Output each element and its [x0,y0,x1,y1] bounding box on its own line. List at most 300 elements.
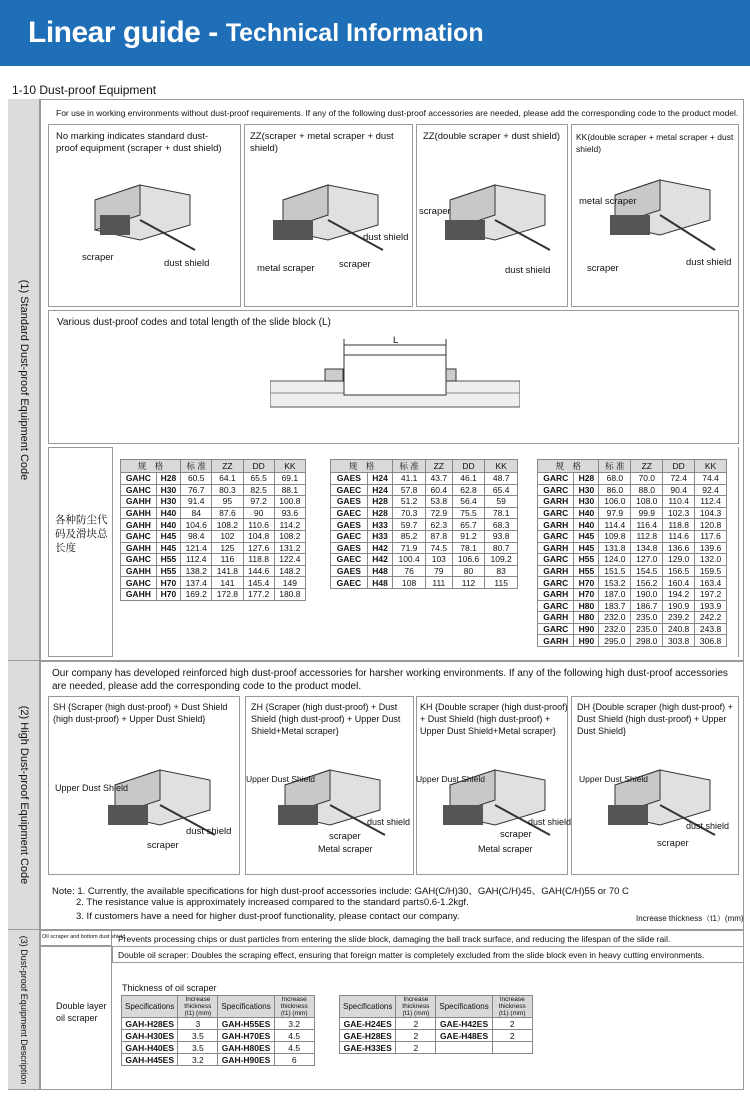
spec-table-gar [537,459,727,647]
table-header: Specifications [340,996,396,1018]
table-cell: 115 [485,577,518,589]
table-cell: H45 [574,542,599,554]
table-cell: 137.4 [181,577,212,589]
table-cell: GAH-H45ES [122,1054,178,1066]
table-cell: 138.2 [181,565,212,577]
table-row [538,542,727,554]
label-upper-dust-shield: Upper Dust Shield [416,774,485,784]
table-row [121,507,306,519]
table-header: DD [663,460,695,473]
table-cell: 60.5 [181,473,212,485]
table-cell: H40 [156,507,180,519]
table-cell: 172.8 [212,588,243,600]
table-cell: 93.6 [274,507,305,519]
label-metal-scraper: Metal scraper [318,844,373,854]
table-cell: GARH [538,588,574,600]
panel-caption-4: KK(double scraper + metal scraper + dust shield) [576,132,734,154]
table-cell: H48 [367,565,393,577]
table-cell: 102 [212,530,243,542]
table-cell: 240.8 [663,623,695,635]
table-cell: GARH [538,612,574,624]
table-cell: 190.0 [631,588,663,600]
table-cell: GAHC [121,554,157,566]
table-cell: 295.0 [599,635,631,647]
table-cell: H80 [574,612,599,624]
table-cell: 3.2 [178,1054,218,1066]
table-cell: 92.4 [695,484,727,496]
table-cell: 48.7 [485,473,518,485]
table-cell: GAE-H24ES [340,1018,396,1030]
table-header: Specifications [122,996,178,1018]
table-header: KK [695,460,727,473]
table-cell: 3 [178,1018,218,1030]
row1-text: Prevents processing chips or dust particles from entering the slide block, damaging the ball track surface, and reducing the lifespan of the slide rail. [118,934,671,944]
table-cell: 112.8 [631,530,663,542]
table-cell: 132.0 [695,554,727,566]
table-cell: GAH-H28ES [122,1018,178,1030]
table-cell: 104.8 [243,530,274,542]
table-cell: H70 [574,577,599,589]
table-cell: 106.0 [599,496,631,508]
table-cell: 235.0 [631,623,663,635]
table-cell: 43.7 [425,473,452,485]
table-cell: 91.2 [452,530,485,542]
table-header: DD [243,460,274,473]
table-row [538,554,727,566]
table-cell: 148.2 [274,565,305,577]
table-cell: 65.4 [485,484,518,496]
table-cell: 4.5 [274,1030,314,1042]
table-cell: 303.8 [663,635,695,647]
table-cell: 103 [425,554,452,566]
slide-block-illustration [600,170,720,255]
table-row [121,565,306,577]
page-subtitle: Technical Information [225,18,484,47]
table-cell: 153.2 [599,577,631,589]
table-cell: 65.5 [243,473,274,485]
table-cell: 117.6 [695,530,727,542]
table-cell: 232.0 [599,623,631,635]
panel-caption-2: ZZ(scraper + metal scraper + dust shield) [250,131,394,154]
table-cell: GAE-H33ES [340,1042,396,1054]
table-cell: 124.0 [599,554,631,566]
table-cell: 109.2 [485,554,518,566]
table-cell: 93.8 [485,530,518,542]
table-row [538,473,727,485]
table-cell: H70 [156,577,180,589]
table-cell: GARC [538,600,574,612]
spec-table-gah [120,459,306,601]
table-row [331,507,518,519]
table-cell: GAE-H42ES [436,1018,492,1030]
table-row [340,1018,533,1030]
label-dust-shield: dust shield [686,821,730,831]
table-cell: 106.6 [452,554,485,566]
table-cell: GAHC [121,577,157,589]
label-scraper: scraper [657,838,689,849]
label-dust-shield: dust shield [686,257,732,268]
label-upper-dust-shield: Upper Dust Shield [246,774,315,784]
table-cell: GAHC [121,473,157,485]
table-row [331,530,518,542]
table-cell: H28 [367,496,393,508]
table-cell: GARH [538,496,574,508]
table-cell: 197.2 [695,588,727,600]
table-cell: 3.2 [274,1018,314,1030]
table-cell: 131.2 [274,542,305,554]
table-cell: GAHH [121,519,157,531]
table-cell: 141.8 [212,565,243,577]
table-cell: GARH [538,542,574,554]
table-cell: 125 [212,542,243,554]
table-cell: H24 [367,484,393,496]
table-cell: GAE-H28ES [340,1030,396,1042]
table-cell: 193.9 [695,600,727,612]
table-cell: 154.5 [631,565,663,577]
table-cell: GAEC [331,577,368,589]
table-cell: 102.3 [663,507,695,519]
table-cell: 100.8 [274,496,305,508]
table-cell: H55 [574,554,599,566]
table-cell: H80 [574,600,599,612]
table-cell: 118.8 [243,554,274,566]
table-header: KK [274,460,305,473]
table-row [121,588,306,600]
table-cell: 70.3 [393,507,426,519]
table-cell: GAES [331,519,368,531]
table-cell: 122.4 [274,554,305,566]
table-cell: 74.4 [695,473,727,485]
table-cell: 120.8 [695,519,727,531]
page-title: Linear guide - [28,16,218,49]
side-label-s3: (3) Dust-proof Equipment Description [8,930,40,1090]
table-row [122,1042,315,1054]
spec-table-gae [330,459,518,589]
table-row [121,577,306,589]
table-cell: 112 [452,577,485,589]
table-cell: 87.8 [425,530,452,542]
table-row [538,519,727,531]
table-cell: GARH [538,565,574,577]
section-title: 1-10 Dust-proof Equipment [12,83,157,97]
table-cell: H30 [574,484,599,496]
table-cell: 112.4 [695,496,727,508]
table-cell: 160.4 [663,577,695,589]
label-metal-scraper: metal scraper [579,196,637,207]
table-cell: 163.4 [695,577,727,589]
table-cell: 187.0 [599,588,631,600]
table-cell: 139.6 [695,542,727,554]
table-cell: 2 [492,1018,532,1030]
label-scraper: scraper [587,263,619,274]
table-cell: H33 [367,530,393,542]
panel-caption-dh: DH {Double scraper (high dust-proof) + Dust Shield (high dust-proof) + Upper Dust Shield} [577,702,733,736]
table-cell: 149 [274,577,305,589]
note-3: 3. If customers have a need for higher dust-proof functionality, please contact our company. [76,911,460,922]
table-header: ZZ [631,460,663,473]
table-cell: 3.5 [178,1030,218,1042]
table-cell: 62.3 [425,519,452,531]
table-header: ZZ [212,460,243,473]
table-cell: H45 [574,530,599,542]
table-row [331,542,518,554]
length-caption: Various dust-proof codes and total length of the slide block (L) [57,317,331,328]
table-cell: 83 [485,565,518,577]
slide-block-illustration [80,175,200,255]
label-dust-shield: dust shield [528,817,572,827]
table-cell: H28 [156,473,180,485]
table-cell: GAH-H30ES [122,1030,178,1042]
table-cell [492,1042,532,1054]
table-cell: GAHC [121,530,157,542]
table-cell: 71.9 [393,542,426,554]
table-row [538,530,727,542]
label-scraper: scraper [82,252,114,263]
table-row [121,484,306,496]
table-header: 标 准 [393,460,426,473]
table-cell: H45 [156,542,180,554]
table-cell: 88.0 [631,484,663,496]
table-cell: 2 [492,1030,532,1042]
label-scraper: scraper [329,831,361,842]
table-cell: 151.5 [599,565,631,577]
table-cell: H90 [574,635,599,647]
table-cell: H55 [156,565,180,577]
table-cell: 144.6 [243,565,274,577]
table-cell: 111 [425,577,452,589]
table-cell: 86.0 [599,484,631,496]
note-2: 2. The resistance value is approximately increased compared to the standard parts0.6-1.2kgf. [76,897,469,908]
table-header: Increase thickness (t1) (mm) [178,996,218,1018]
table-cell: 235.0 [631,612,663,624]
table-cell: 134.8 [631,542,663,554]
table-cell: 194.2 [663,588,695,600]
table-cell: GAE-H48ES [436,1030,492,1042]
table-cell: H42 [367,554,393,566]
table-cell: 159.5 [695,565,727,577]
table-cell: H70 [156,588,180,600]
table-cell: 59.7 [393,519,426,531]
table-cell: H45 [156,530,180,542]
table-cell: 90.4 [663,484,695,496]
table-row [331,496,518,508]
table-cell: 112.4 [181,554,212,566]
table-row [331,519,518,531]
table-cell: H48 [367,577,393,589]
table-row [331,565,518,577]
table-cell: GAHH [121,496,157,508]
table-cell: 84 [181,507,212,519]
panel-caption-1: No marking indicates standard dust-proof equipment (scraper + dust shield) [56,131,222,154]
table-cell: 95 [212,496,243,508]
oil-scraper-table-gae [339,995,533,1054]
table-cell: GAH-H70ES [218,1030,274,1042]
table-header: Specifications [218,996,274,1018]
table-row [121,519,306,531]
table-cell: 75.5 [452,507,485,519]
table-row [538,623,727,635]
table-cell: GAES [331,565,368,577]
table-cell: 56.4 [452,496,485,508]
table-cell: GARC [538,484,574,496]
cn-label: 各种防尘代码及滑块总长度 [55,514,108,554]
table-cell: 90 [243,507,274,519]
oil-scraper-table-gah [121,995,315,1066]
table-cell: 116 [212,554,243,566]
table-cell: 114.2 [274,519,305,531]
table-header: Increase thickness (t1) (mm) [396,996,436,1018]
table-row [121,496,306,508]
table-cell: 104.3 [695,507,727,519]
table-cell: 121.4 [181,542,212,554]
table-cell: 91.4 [181,496,212,508]
table-cell: H70 [574,588,599,600]
table-row [340,1042,533,1054]
table-cell: H40 [574,507,599,519]
table-cell: 99.9 [631,507,663,519]
table-cell: GAHH [121,507,157,519]
table-header: Increase thickness (t1) (mm) [274,996,314,1018]
label-upper-dust-shield: Upper Dust Shield [55,783,129,793]
table-cell: H55 [574,565,599,577]
table-cell: 239.2 [663,612,695,624]
table-row [538,612,727,624]
table-row [121,530,306,542]
table-cell: 100.4 [393,554,426,566]
table-row [121,542,306,554]
table-cell: H42 [367,542,393,554]
table-row [122,1018,315,1030]
table-cell: 6 [274,1054,314,1066]
table-cell: 46.1 [452,473,485,485]
table-cell: 2 [396,1018,436,1030]
table-cell: 64.1 [212,473,243,485]
thickness-title: Thickness of oil scraper [122,983,217,993]
table-cell: 65.7 [452,519,485,531]
table-cell: GARH [538,519,574,531]
row3-label: Double layer oil scraper [56,1001,107,1023]
table-cell: 2 [396,1030,436,1042]
table-cell: 98.4 [181,530,212,542]
table-cell: 108.2 [212,519,243,531]
table-cell: 108.0 [631,496,663,508]
table-cell: 298.0 [631,635,663,647]
table-cell: 183.7 [599,600,631,612]
label-scraper: scraper [419,206,451,217]
table-row [122,1054,315,1066]
table-cell [436,1042,492,1054]
length-letter: L [393,335,399,346]
table-cell: 76.7 [181,484,212,496]
table-row [122,1030,315,1042]
table-row [331,473,518,485]
table-cell: 57.8 [393,484,426,496]
table-header: 规 格 [121,460,181,473]
table-row [331,554,518,566]
table-cell: GAES [331,496,368,508]
panel-caption-3: ZZ(double scraper + dust shield) [423,131,561,142]
label-dust-shield: dust shield [367,817,411,827]
table-row [538,600,727,612]
panel-caption-zh: ZH {Scraper (high dust-proof) + Dust Shield (high dust-proof) + Upper Dust Shield+Metal scraper} [251,702,401,736]
table-cell: 186.7 [631,600,663,612]
table-cell: 108.2 [274,530,305,542]
table-cell: 114.6 [663,530,695,542]
table-header: 标 准 [181,460,212,473]
table-cell: H30 [156,484,180,496]
table-cell: 110.4 [663,496,695,508]
table-cell: GAEC [331,530,368,542]
table-cell: 68.3 [485,519,518,531]
table-cell: 306.8 [695,635,727,647]
table-cell: H30 [156,496,180,508]
table-cell: GAH-H55ES [218,1018,274,1030]
table-cell: 131.8 [599,542,631,554]
table-cell: 242.2 [695,612,727,624]
table-row [121,473,306,485]
row2-text: Double oil scraper: Doubles the scraping effect, ensuring that foreign matter is completely excluded from the slide block even in heavy cutting environments. [118,950,705,960]
side-label-s2: (2) High Dust-proof Equipment Code [8,661,40,930]
table-cell: 78.1 [485,507,518,519]
table-cell: GAHH [121,565,157,577]
table-cell: 243.8 [695,623,727,635]
table-row [538,577,727,589]
table-cell: 69.1 [274,473,305,485]
table-cell: 80.3 [212,484,243,496]
table-row [121,554,306,566]
panel-caption-sh: SH {Scraper (high dust-proof) + Dust Shield (high dust-proof) + Upper Dust Shield} [53,702,228,724]
table-cell: 177.2 [243,588,274,600]
table-row [538,635,727,647]
table-cell: 109.8 [599,530,631,542]
table-header: Increase thickness (t1) (mm) [492,996,532,1018]
table-cell: 78.1 [452,542,485,554]
table-cell: 110.6 [243,519,274,531]
table-cell: GAEC [331,554,368,566]
side-label-s1: (1) Standard Dust-proof Equipment Code [8,99,40,661]
table-cell: 118.8 [663,519,695,531]
label-dust-shield: dust shield [164,258,210,269]
table-cell: 82.5 [243,484,274,496]
table-row [538,507,727,519]
table-cell: H55 [156,554,180,566]
table-row [538,484,727,496]
table-cell: 76 [393,565,426,577]
table-row [331,484,518,496]
table-cell: 141 [212,577,243,589]
table-cell: 2 [396,1042,436,1054]
header-banner [0,0,750,66]
note-1: Note: 1. Currently, the available specifications for high dust-proof accessories include: GAH(C/H)30、GAH(C/H)45、GAH(C/H)55 or 70 C [52,886,629,897]
table-row [538,496,727,508]
label-scraper: scraper [500,829,532,840]
table-cell: GAH-H80ES [218,1042,274,1054]
table-cell: GARH [538,635,574,647]
label-metal-scraper: metal scraper [257,263,315,274]
table-cell: GAH-H90ES [218,1054,274,1066]
table-cell: GAEC [331,507,368,519]
table-cell: H28 [574,473,599,485]
table-cell: 145.4 [243,577,274,589]
table-cell: GAES [331,542,368,554]
table-cell: 70.0 [631,473,663,485]
table-header: ZZ [425,460,452,473]
table-cell: H33 [367,519,393,531]
table-row [538,588,727,600]
table-cell: H24 [367,473,393,485]
table-cell: H40 [156,519,180,531]
table-row [331,577,518,589]
